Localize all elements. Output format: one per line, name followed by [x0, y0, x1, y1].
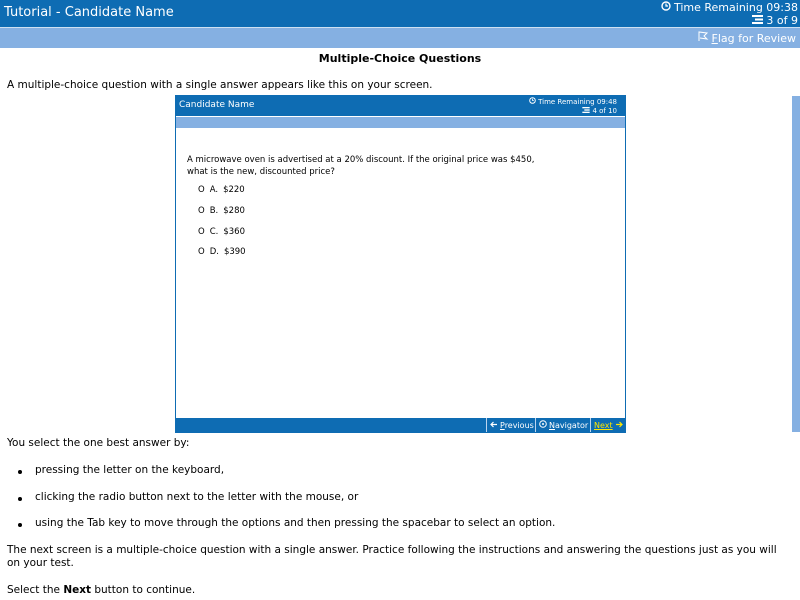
time-remaining-row [661, 1, 798, 14]
list-item [18, 491, 358, 503]
sample-option-a [198, 185, 245, 195]
continue-instruction [7, 584, 195, 597]
sample-progress: 4 of 10 [592, 107, 617, 115]
sample-option-c [198, 227, 245, 237]
bullet-icon [18, 523, 22, 527]
list-icon [582, 107, 590, 116]
sample-time-remaining: Time Remaining 09:48 [538, 97, 617, 106]
option-letter: C. [209, 227, 219, 237]
option-text: $360 [223, 227, 245, 237]
radio-button: O [198, 247, 205, 257]
sample-time-row [529, 97, 617, 107]
list-item [18, 517, 555, 529]
flag-icon [697, 31, 709, 45]
sample-toolbar [176, 117, 625, 128]
progress-row [661, 14, 798, 27]
select-intro-text: You select the one best answer by: [7, 437, 190, 449]
page-title: Multiple-Choice Questions [318, 52, 482, 65]
flag-for-review-label: Flag for Review [711, 31, 796, 45]
window-title: Tutorial - Candidate Name [4, 5, 174, 20]
arrow-left-icon [490, 421, 498, 430]
bullet-icon [18, 497, 22, 501]
option-letter: D. [209, 247, 219, 257]
sample-next-label: Next [594, 420, 613, 430]
option-text: $280 [223, 206, 245, 216]
option-letter: A. [209, 185, 219, 195]
sample-title: Candidate Name [179, 100, 255, 110]
continue-bold: Next [63, 584, 92, 596]
clock-icon [529, 97, 536, 107]
flag-for-review-button[interactable] [697, 31, 796, 45]
compass-icon [539, 420, 547, 430]
clock-icon [661, 1, 671, 14]
sample-option-d [198, 247, 246, 257]
sample-previous-button [486, 418, 537, 432]
bullet-icon [18, 470, 22, 474]
sample-nav-bar [176, 418, 625, 432]
next-screen-text: The next screen is a multiple-choice question with a single answer. Practice following the instructions and answering the questions just as you will on your test. [7, 544, 777, 569]
sample-timer-area [529, 97, 617, 116]
arrow-right-icon [615, 421, 623, 430]
list-item-text: using the Tab key to move through the options and then pressing the spacebar to select an option. [35, 517, 556, 529]
radio-button: O [198, 206, 205, 216]
radio-button: O [198, 227, 205, 237]
sample-title-bar [176, 96, 625, 116]
sample-progress-row [529, 107, 617, 116]
toolbar [0, 28, 800, 48]
sample-question-text: A microwave oven is advertised at a 20% discount. If the original price was $450, what is the new, discounted price? [187, 155, 535, 177]
list-item-text: pressing the letter on the keyboard, [35, 464, 225, 476]
sample-option-b [198, 206, 245, 216]
option-text: $390 [223, 247, 246, 257]
list-icon [752, 14, 763, 27]
intro-text: A multiple-choice question with a single answer appears like this on your screen. [7, 79, 433, 91]
list-item [18, 464, 224, 476]
title-bar [0, 0, 800, 28]
sample-next-button [590, 418, 626, 432]
sample-previous-label: Previous [500, 420, 534, 430]
list-item-text: clicking the radio button next to the letter with the mouse, or [35, 491, 359, 503]
continue-suffix: button to continue. [91, 584, 196, 596]
sample-navigator-label: Navigator [549, 420, 589, 430]
question-progress: 3 of 9 [766, 14, 798, 27]
radio-button: O [198, 185, 205, 195]
option-letter: B. [209, 206, 219, 216]
timer-area [661, 1, 798, 27]
continue-prefix: Select the [7, 584, 64, 596]
scrollbar[interactable] [792, 96, 800, 432]
sample-navigator-button [535, 418, 591, 432]
sample-question-window [175, 95, 626, 433]
time-remaining: Time Remaining 09:38 [673, 1, 798, 14]
option-text: $220 [223, 185, 245, 195]
